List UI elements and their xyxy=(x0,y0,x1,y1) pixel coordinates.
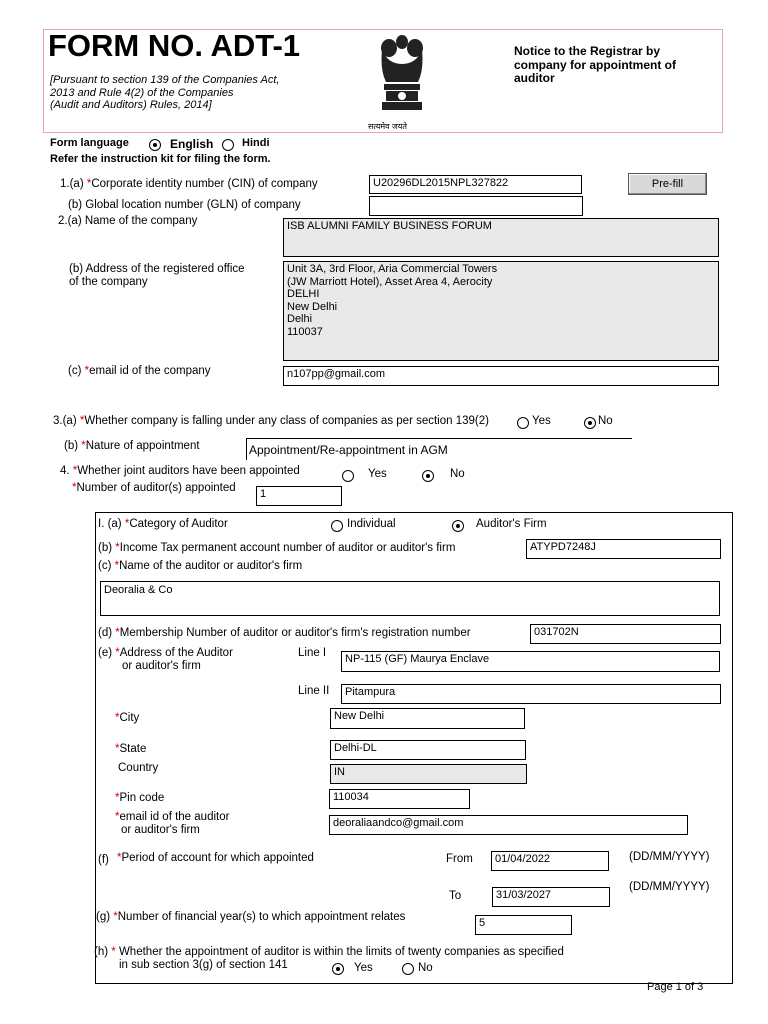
auditor-email-text: email id of the auditor xyxy=(119,811,230,823)
required-mark: * xyxy=(115,712,120,724)
city-text: City xyxy=(119,712,140,724)
twenty-no-label: No xyxy=(418,962,433,974)
q3b-num: (b) xyxy=(64,440,79,452)
city-label xyxy=(115,712,139,724)
to-label: To xyxy=(449,890,462,902)
twenty-companies-label xyxy=(94,946,564,958)
pan-field[interactable]: ATYPD7248J xyxy=(526,539,721,559)
auditor-address-text: Address of the Auditor xyxy=(119,647,233,659)
national-emblem xyxy=(372,30,432,122)
q1a-num: 1.(a) xyxy=(60,178,84,190)
emblem-motto: सत्यमेव जयते xyxy=(368,122,407,131)
required-mark: * xyxy=(79,415,85,427)
required-mark: * xyxy=(113,911,118,923)
q3a-no-radio[interactable] xyxy=(584,417,596,429)
notice-text: Notice to the Registrar by company for appointment of auditor xyxy=(514,44,676,85)
twenty-yes-radio[interactable] xyxy=(332,963,344,975)
required-mark: * xyxy=(81,440,86,452)
form-language-label: Form language xyxy=(50,137,129,149)
q4-no-label: No xyxy=(450,468,465,480)
cin-field[interactable]: U20296DL2015NPL327822 xyxy=(369,175,582,194)
q4-yes-label: Yes xyxy=(368,468,387,480)
q2c-label xyxy=(68,365,211,377)
category-label xyxy=(98,518,228,530)
address-line2-field[interactable]: Pitampura xyxy=(341,684,721,704)
q1a-text: Corporate identity number (CIN) of company xyxy=(91,178,318,190)
q3a-label xyxy=(53,415,489,427)
from-date-field[interactable]: 01/04/2022 xyxy=(491,851,609,871)
years-text: Number of financial year(s) to which appointment relates xyxy=(117,911,406,923)
prefill-button[interactable]: Pre-fill xyxy=(628,173,707,195)
auditor-name-label xyxy=(98,560,302,572)
q3a-text: Whether company is falling under any class of companies as per section 139(2) xyxy=(84,415,489,427)
lion-capital-icon xyxy=(372,30,432,122)
twenty-companies-label2: in sub section 3(g) of section 141 xyxy=(119,959,288,971)
required-mark: * xyxy=(72,482,77,494)
country-field[interactable]: IN xyxy=(330,764,527,784)
required-mark: * xyxy=(86,178,92,190)
period-label xyxy=(117,852,314,864)
required-mark: * xyxy=(111,946,116,958)
category-num: I. (a) xyxy=(98,518,122,530)
hindi-radio[interactable] xyxy=(222,139,234,151)
english-label: English xyxy=(170,137,214,151)
category-text: Category of Auditor xyxy=(129,518,228,530)
auditor-name-num: (c) xyxy=(98,560,112,572)
years-num: (g) xyxy=(96,911,111,923)
english-radio[interactable] xyxy=(149,139,161,151)
period-text: Period of account for which appointed xyxy=(121,852,314,864)
nature-value: Appointment/Re-appointment in AGM xyxy=(249,443,448,457)
q4-label xyxy=(60,465,300,477)
individual-radio[interactable] xyxy=(331,520,343,532)
state-text: State xyxy=(119,743,147,755)
auditor-name-text: Name of the auditor or auditor's firm xyxy=(119,560,303,572)
required-mark: * xyxy=(115,743,120,755)
line1-label: Line I xyxy=(298,647,327,659)
company-name-field[interactable]: ISB ALUMNI FAMILY BUSINESS FORUM xyxy=(283,218,719,257)
pin-label xyxy=(115,792,164,804)
address-line1-field[interactable]: NP-115 (GF) Maurya Enclave xyxy=(341,651,720,672)
nature-of-appointment-select[interactable] xyxy=(246,438,632,460)
pan-num: (b) xyxy=(98,542,113,554)
membership-num: (d) xyxy=(98,627,113,639)
required-mark: * xyxy=(124,518,130,530)
required-mark: * xyxy=(72,465,78,477)
auditor-count-label xyxy=(72,482,236,494)
years-label xyxy=(96,911,405,923)
auditor-address-label xyxy=(98,647,233,659)
gln-field[interactable] xyxy=(369,196,583,216)
from-label: From xyxy=(446,853,473,865)
required-mark: * xyxy=(115,647,120,659)
required-mark: * xyxy=(117,852,122,864)
auditor-name-field[interactable]: Deoralia & Co xyxy=(100,581,720,616)
auditors-firm-radio[interactable] xyxy=(452,520,464,532)
pan-text: Income Tax permanent account number of auditor or auditor's firm xyxy=(119,542,456,554)
q2a-label: 2.(a) Name of the company xyxy=(58,215,198,227)
line2-label: Line II xyxy=(298,685,330,697)
twenty-companies-text: Whether the appointment of auditor is within the limits of twenty companies as specified xyxy=(118,946,564,958)
q4-yes-radio[interactable] xyxy=(342,470,354,482)
required-mark: * xyxy=(115,627,120,639)
q1a-label xyxy=(60,178,318,190)
to-date-field[interactable]: 31/03/2027 xyxy=(492,887,610,907)
q3a-yes-label: Yes xyxy=(532,415,551,427)
q3b-text: Nature of appointment xyxy=(85,440,200,452)
twenty-companies-num: (h) xyxy=(94,946,109,958)
q4-text: Whether joint auditors have been appointed xyxy=(77,465,300,477)
pursuant-text: [Pursuant to section 139 of the Companies Act, 2013 and Rule 4(2) of the Companies (Audit and Auditors) Rules, 2014] xyxy=(50,74,280,111)
auditors-firm-label: Auditor's Firm xyxy=(476,518,547,530)
pin-text: Pin code xyxy=(119,792,165,804)
auditor-address-num: (e) xyxy=(98,647,113,659)
page-number: Page 1 of 3 xyxy=(647,981,704,993)
state-label xyxy=(115,743,146,755)
from-date-format: (DD/MM/YYYY) xyxy=(629,851,710,863)
auditor-email-label xyxy=(115,811,229,823)
required-mark: * xyxy=(84,365,90,377)
auditor-count-text: Number of auditor(s) appointed xyxy=(76,482,236,494)
required-mark: * xyxy=(115,542,120,554)
country-label: Country xyxy=(118,762,159,774)
company-address-field[interactable]: Unit 3A, 3rd Floor, Aria Commercial Towers (JW Marriott Hotel), Asset Area 4, Aerocity DELHI New Delhi Delhi 110037 xyxy=(283,261,719,361)
membership-text: Membership Number of auditor or auditor's firm's registration number xyxy=(119,627,471,639)
q3b-label xyxy=(64,440,200,452)
membership-label xyxy=(98,627,471,639)
q2c-text: email id of the company xyxy=(89,365,211,377)
auditor-email-label2: or auditor's firm xyxy=(121,824,200,836)
q3a-num: 3.(a) xyxy=(53,415,77,427)
twenty-yes-label: Yes xyxy=(354,962,373,974)
individual-label: Individual xyxy=(347,518,396,530)
q3a-yes-radio[interactable] xyxy=(517,417,529,429)
auditor-address-label2: or auditor's firm xyxy=(122,660,201,672)
q3a-no-label: No xyxy=(598,415,613,427)
to-date-format: (DD/MM/YYYY) xyxy=(629,881,710,893)
company-email-field[interactable]: n107pp@gmail.com xyxy=(283,366,719,386)
form-title: FORM NO. ADT-1 xyxy=(48,28,301,63)
required-mark: * xyxy=(115,811,120,823)
q4-no-radio[interactable] xyxy=(422,470,434,482)
period-num: (f) xyxy=(98,854,109,866)
q4-num: 4. xyxy=(60,465,70,477)
required-mark: * xyxy=(115,792,120,804)
state-field[interactable]: Delhi-DL xyxy=(330,740,526,760)
q1b-label: (b) Global location number (GLN) of company xyxy=(68,199,301,211)
pan-label xyxy=(98,542,455,554)
instruction-text: Refer the instruction kit for filing the form. xyxy=(50,153,271,165)
hindi-label: Hindi xyxy=(242,137,270,149)
required-mark: * xyxy=(114,560,120,572)
q2b-label: (b) Address of the registered office of the company xyxy=(69,263,245,288)
auditor-email-field[interactable]: deoraliaandco@gmail.com xyxy=(329,815,688,835)
city-field[interactable]: New Delhi xyxy=(330,708,525,729)
twenty-no-radio[interactable] xyxy=(402,963,414,975)
years-field[interactable]: 5 xyxy=(475,915,572,935)
membership-field[interactable]: 031702N xyxy=(530,624,721,644)
pin-field[interactable]: 110034 xyxy=(329,789,470,809)
auditor-count-field[interactable]: 1 xyxy=(256,486,342,506)
q2c-num: (c) xyxy=(68,365,82,377)
